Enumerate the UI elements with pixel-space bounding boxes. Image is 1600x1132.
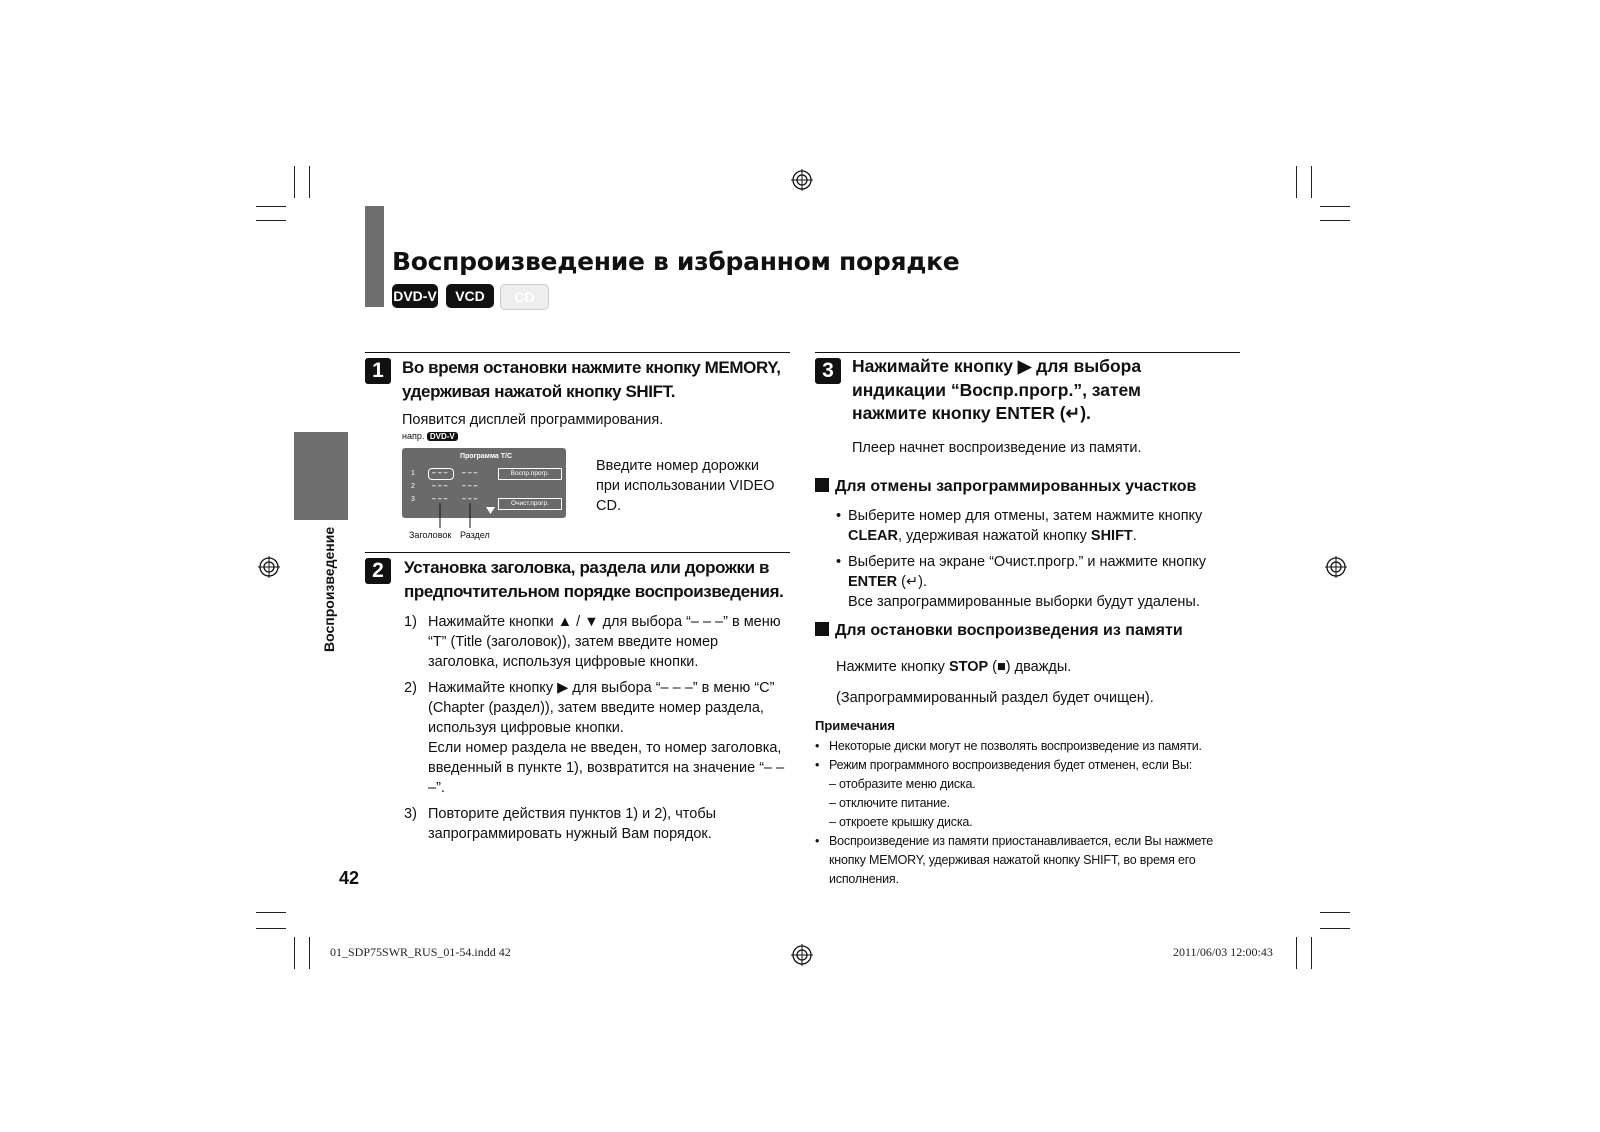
vcd-badge: VCD: [446, 284, 494, 308]
step1-side-text: Введите номер дорожки при использовании VIDEO CD.: [596, 458, 775, 514]
crop-mark: [256, 206, 286, 207]
step3-heading-text: Нажимайте кнопку ▶ для выбора индикации “Воспр.прогр.”, затем нажмите кнопку ENTER (: [852, 356, 1142, 423]
crop-mark: [1320, 220, 1350, 221]
cancel-heading-text: Для отмены запрограммированных участков: [835, 478, 1197, 495]
step3-heading-end: ).: [1080, 403, 1091, 423]
step-number: 1: [365, 358, 391, 384]
list-item: [404, 678, 789, 798]
crop-mark: [1320, 928, 1350, 929]
title-accent-bar: [365, 206, 384, 307]
registration-mark-icon: [1325, 556, 1347, 578]
item-number: 2): [404, 680, 417, 696]
title-slot: – – –: [432, 483, 448, 490]
caption-chapter: Раздел: [460, 530, 490, 540]
callout-lines: [402, 500, 572, 530]
crop-mark: [1320, 206, 1350, 207]
row-number: 3: [411, 496, 415, 503]
chapter-slot: – – –: [462, 470, 478, 477]
registration-mark-icon: [791, 169, 813, 191]
example-badge: DVD-V: [427, 432, 458, 441]
square-bullet-icon: [815, 622, 829, 636]
list-item: • Выберите на экране “Очист.прогр.” и нажмите кнопку ENTER (↵). Все запрограммированные выборки будут удалены.: [836, 552, 1236, 612]
item-text: Нажимайте кнопки ▲ / ▼ для выбора “– – –” в меню “T” (Title (заголовок)), затем введите номер заголовка, используя цифровые кнопки.: [428, 614, 781, 670]
page-number: 42: [339, 868, 360, 888]
notes-list: [815, 737, 1245, 889]
clear-key: CLEAR: [848, 528, 898, 544]
item-number: 3): [404, 806, 417, 822]
row-number: 2: [411, 483, 415, 490]
note-subitem: – отобразите меню диска.: [829, 777, 976, 791]
cd-badge: CD: [500, 284, 549, 310]
crop-mark: [1296, 166, 1297, 198]
section-side-label: Воспроизведение: [321, 526, 337, 652]
footer-date: 2011/06/03 12:00:43: [1173, 945, 1273, 959]
example-text: напр.: [402, 431, 425, 441]
text: Все запрограммированные выборки будут удалены.: [848, 594, 1200, 610]
footer-file: 01_SDP75SWR_RUS_01-54.indd 42: [330, 945, 511, 959]
step-number: 3: [815, 358, 841, 384]
item-extra: Если номер раздела не введен, то номер заголовка, введенный в пункте 1), возвратится на значение “– – –”.: [428, 740, 785, 796]
registration-mark-icon: [258, 556, 280, 578]
note-item: • Некоторые диски могут не позволять воспроизведение из памяти.: [815, 737, 1245, 756]
divider: [365, 352, 790, 353]
square-bullet-icon: [815, 478, 829, 492]
step1-text: Появится дисплей программирования.: [402, 412, 664, 428]
example-label: [402, 431, 458, 441]
step1-heading: Во время остановки нажмите кнопку MEMORY, удерживая нажатой кнопку SHIFT.: [402, 358, 781, 401]
play-program-option: Воспр.прогр.: [498, 468, 562, 480]
divider: [815, 352, 1240, 353]
stop-note: (Запрограммированный раздел будет очищен).: [836, 690, 1154, 706]
row-number: 1: [411, 470, 415, 477]
chapter-slot: – – –: [462, 483, 478, 490]
crop-mark: [1320, 912, 1350, 913]
program-display-title: Программа T/C: [460, 453, 513, 460]
text: ).: [918, 574, 928, 590]
crop-mark: [294, 166, 295, 198]
stop-key: STOP: [948, 659, 989, 675]
stop-icon: ■: [997, 659, 1006, 675]
title-slot: – – –: [432, 470, 448, 477]
list-item: [404, 612, 789, 672]
note-subitem: – отключите питание.: [829, 796, 950, 810]
item-text: Повторите действия пунктов 1) и 2), чтобы запрограммировать нужный Вам порядок.: [428, 806, 717, 842]
note-subitem: – откроете крышку диска.: [829, 815, 973, 829]
enter-icon: ↵: [1065, 403, 1081, 423]
crop-mark: [1296, 937, 1297, 969]
crop-mark: [256, 912, 286, 913]
step3-text: Плеер начнет воспроизведение из памяти.: [852, 440, 1142, 456]
shift-key: SHIFT: [1090, 528, 1133, 544]
item-text: Нажимайте кнопку ▶ для выбора “– – –” в меню “C” (Chapter (раздел)), затем введите номер раздела, используя цифровые кнопки.: [428, 680, 775, 736]
text: Нажмите кнопку: [836, 659, 949, 675]
caption-title: Заголовок: [409, 530, 452, 540]
crop-mark: [256, 220, 286, 221]
registration-mark-icon: [791, 944, 813, 966]
step-number: 2: [365, 558, 391, 584]
crop-mark: [1311, 937, 1312, 969]
step3-heading: [852, 355, 1192, 426]
crop-mark: [309, 937, 310, 969]
crop-mark: [309, 166, 310, 198]
note-item: • Воспроизведение из памяти приостанавливается, если Вы нажмете кнопку MEMORY, удерживая нажатой кнопку SHIFT, во время его исполнения.: [815, 832, 1245, 889]
notes-heading: Примечания: [815, 718, 896, 733]
page-title: Воспроизведение в избранном порядке: [392, 247, 960, 276]
divider: [365, 552, 790, 553]
title-slot: – – –: [432, 496, 448, 503]
item-number: 1): [404, 614, 417, 630]
stop-heading: [815, 622, 1183, 640]
cancel-list: [836, 506, 1236, 618]
crop-mark: [1311, 166, 1312, 198]
list-item: [404, 804, 789, 844]
clear-program-option: Очист.прогр.: [498, 498, 562, 510]
note-item: • Режим программного воспроизведения будет отменен, если Вы:: [815, 756, 1245, 775]
cancel-heading: [815, 478, 1196, 496]
crop-mark: [294, 937, 295, 969]
text: ) дважды.: [1005, 659, 1072, 675]
stop-heading-text: Для остановки воспроизведения из памяти: [835, 622, 1183, 639]
chapter-slot: – – –: [462, 496, 478, 503]
step2-heading: Установка заголовка, раздела или дорожки в предпочтительном порядке воспроизведения.: [404, 558, 784, 601]
crop-mark: [256, 928, 286, 929]
text: .: [1132, 528, 1137, 544]
section-tab: [294, 432, 348, 520]
text: Выберите на экране “Очист.прогр.” и нажмите кнопку: [848, 554, 1206, 570]
list-item: [836, 506, 1236, 546]
dvd-v-badge: DVD-V: [392, 284, 438, 308]
enter-icon: ↵: [906, 574, 919, 590]
text: , удерживая нажатой кнопку: [897, 528, 1091, 544]
enter-key: ENTER: [848, 574, 898, 590]
text: Выберите номер для отмены, затем нажмите кнопку: [848, 508, 1203, 524]
step2-list: [404, 612, 789, 850]
stop-text: Нажмите кнопку STOP (■) дважды.: [836, 659, 1072, 675]
